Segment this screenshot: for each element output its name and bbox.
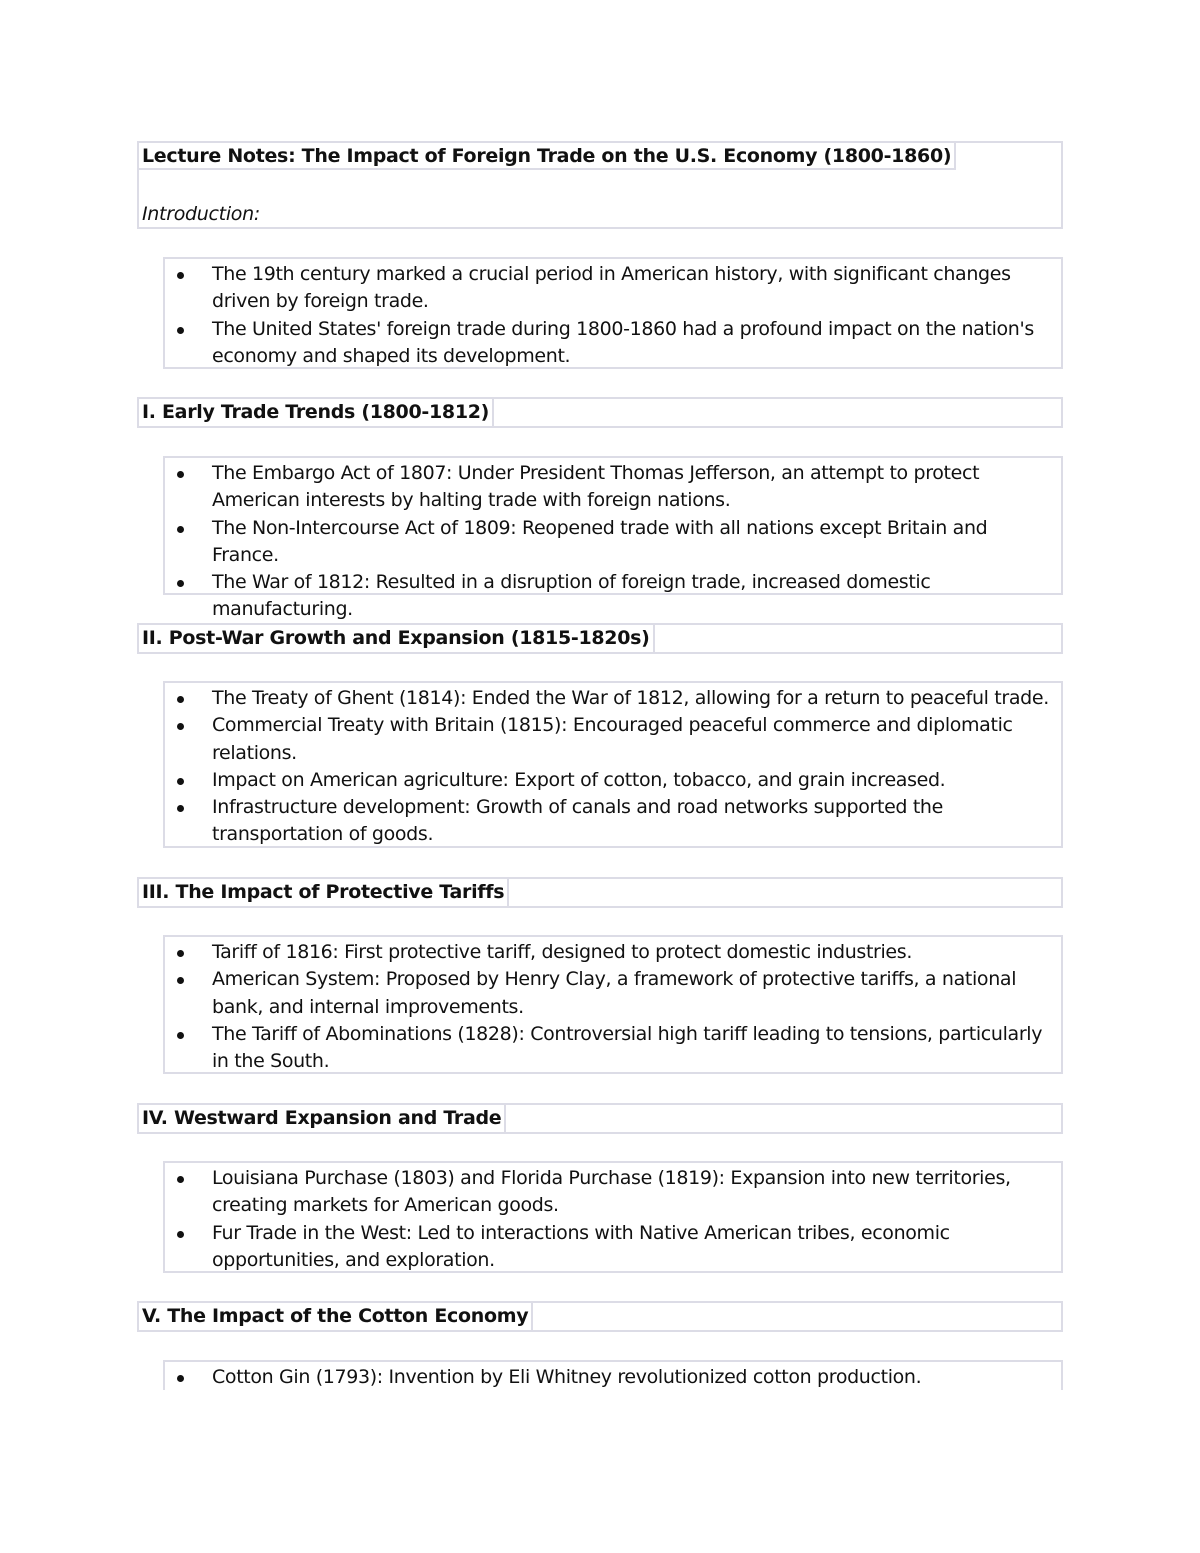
list-item <box>165 261 1061 316</box>
list-item-text: Infrastructure development: Growth of canals and road networks supported the transportation of goods. <box>212 796 943 846</box>
list-item <box>165 316 1061 371</box>
list-item <box>165 515 1061 570</box>
list-item-text: The 19th century marked a crucial period in American history, with significant changes driven by foreign trade. <box>212 263 1011 313</box>
list-item-text: The Tariff of Abominations (1828): Controversial high tariff leading to tensions, particularly in the South. <box>212 1022 1043 1073</box>
bullet-icon <box>177 723 184 730</box>
section-1-bullet-list <box>163 456 1063 621</box>
list-item <box>165 1220 1061 1275</box>
title-block <box>137 141 1063 229</box>
section-5-heading-box <box>137 1301 1063 1332</box>
list-item-text: Fur Trade in the West: Led to interactions with Native American tribes, economic opportunities, and exploration. <box>212 1221 950 1271</box>
list-item-text: Impact on American agriculture: Export of cotton, tobacco, and grain increased. <box>212 768 946 791</box>
page-title: Lecture Notes: The Impact of Foreign Trade on the U.S. Economy (1800-1860) <box>139 143 956 170</box>
section-3-bullet-list <box>163 935 1063 1074</box>
section-heading: IV. Westward Expansion and Trade <box>139 1105 506 1132</box>
list-item-text: The Treaty of Ghent (1814): Ended the War of 1812, allowing for a return to peaceful trade. <box>212 687 1049 709</box>
bullet-icon <box>177 1176 184 1183</box>
list-item <box>165 1021 1061 1076</box>
section-3-heading-box <box>137 877 1063 908</box>
bullet-icon <box>177 977 184 984</box>
list-item-text: American System: Proposed by Henry Clay, a framework of protective tariffs, a national bank, and internal improvements. <box>212 968 1017 1018</box>
list-item-text: Cotton Gin (1793): Invention by Eli Whitney revolutionized cotton production. <box>212 1366 922 1388</box>
bullet-icon <box>177 778 184 785</box>
list-item <box>165 569 1061 624</box>
list-item <box>165 712 1061 767</box>
list-item <box>165 1165 1061 1220</box>
list-item-text: Louisiana Purchase (1803) and Florida Purchase (1819): Expansion into new territories, creating markets for American goods. <box>212 1167 1011 1217</box>
bullet-icon <box>177 471 184 478</box>
section-heading: III. The Impact of Protective Tariffs <box>139 879 509 906</box>
list-item-text: The Non-Intercourse Act of 1809: Reopened trade with all nations except Britain and France. <box>212 516 988 566</box>
section-heading: V. The Impact of the Cotton Economy <box>139 1303 533 1330</box>
list-item <box>165 939 1061 966</box>
list-item-text: The Embargo Act of 1807: Under President Thomas Jefferson, an attempt to protect American interests by halting trade with foreign nations. <box>212 462 980 512</box>
list-item-text: Commercial Treaty with Britain (1815): Encouraged peaceful commerce and diplomatic relations. <box>212 714 1013 764</box>
list-item <box>165 794 1061 849</box>
bullet-icon <box>177 580 184 587</box>
section-2-heading-box <box>137 623 1063 654</box>
section-heading: I. Early Trade Trends (1800-1812) <box>139 399 494 426</box>
bullet-icon <box>177 1032 184 1039</box>
section-5-bullet-list <box>163 1360 1063 1390</box>
bullet-icon <box>177 327 184 334</box>
section-heading: II. Post-War Growth and Expansion (1815-1820s) <box>139 625 655 652</box>
bullet-icon <box>177 696 184 703</box>
list-item <box>165 1364 1061 1391</box>
section-2-bullet-list <box>163 681 1063 848</box>
list-item <box>165 966 1061 1021</box>
list-item-text: Tariff of 1816: First protective tariff, designed to protect domestic industries. <box>212 941 913 963</box>
bullet-icon <box>177 526 184 533</box>
section-1-heading-box <box>137 397 1063 428</box>
section-4-bullet-list <box>163 1161 1063 1273</box>
list-item-text: The War of 1812: Resulted in a disruption of foreign trade, increased domestic manufacturing. <box>212 571 931 621</box>
list-item <box>165 767 1061 794</box>
list-item <box>165 685 1061 712</box>
bullet-icon <box>177 1231 184 1238</box>
bullet-icon <box>177 950 184 957</box>
list-item <box>165 460 1061 515</box>
introduction-label: Introduction: <box>142 203 260 225</box>
section-4-heading-box <box>137 1103 1063 1134</box>
bullet-icon <box>177 272 184 279</box>
bullet-icon <box>177 1375 184 1382</box>
bullet-icon <box>177 805 184 812</box>
intro-bullet-list <box>163 257 1063 369</box>
list-item-text: The United States' foreign trade during 1800-1860 had a profound impact on the nation's economy and shaped its development. <box>212 317 1034 367</box>
